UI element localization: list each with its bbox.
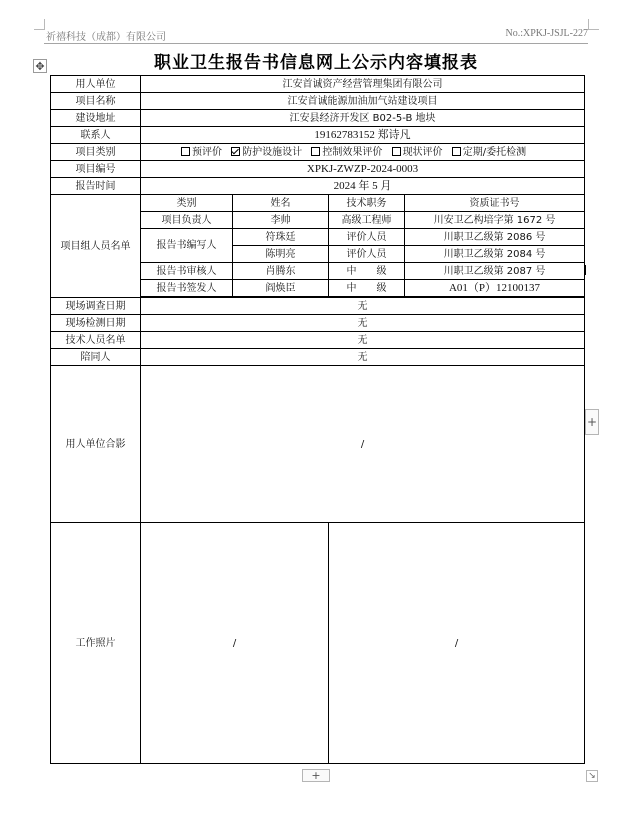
- tech-staff-value[interactable]: 无: [141, 332, 585, 349]
- corner-mark-top-right: [588, 19, 599, 30]
- table-row: [51, 178, 585, 195]
- contact-label: 联系人: [51, 127, 141, 144]
- team-header-cert: 资质证书号: [405, 195, 585, 212]
- add-column-button[interactable]: +: [585, 409, 599, 435]
- employer-label: 用人单位: [51, 76, 141, 93]
- table-row: [51, 195, 585, 212]
- group-photo-label: 用人单位合影: [51, 366, 141, 523]
- report-time-label: 报告时间: [51, 178, 141, 195]
- group-photo-value[interactable]: /: [141, 366, 585, 523]
- leader-role: 项目负责人: [141, 212, 233, 229]
- detect-date-value[interactable]: 无: [141, 315, 585, 332]
- table-row: [51, 523, 585, 764]
- text-cursor: [584, 265, 586, 275]
- report-time-value[interactable]: 2024 年 5 月: [141, 178, 585, 195]
- table-row: [51, 161, 585, 178]
- checkbox-checked-icon[interactable]: [231, 147, 240, 156]
- team-header-category: 类别: [141, 195, 233, 212]
- address-value[interactable]: 江安县经济开发区 B02-5-B 地块: [141, 110, 585, 127]
- header-doc-number: No.:XPKJ-JSJL-227: [505, 28, 588, 39]
- table-row: [51, 93, 585, 110]
- work-photo-label: 工作照片: [51, 523, 141, 764]
- survey-date-value[interactable]: 无: [141, 298, 585, 315]
- escort-label: 陪同人: [51, 349, 141, 366]
- table-move-handle-icon[interactable]: ✥: [33, 59, 47, 73]
- table-row: [51, 110, 585, 127]
- category-option-pre-assessment[interactable]: [175, 147, 222, 158]
- table-row: [51, 349, 585, 366]
- category-option-periodic-detection[interactable]: [446, 147, 526, 158]
- tech-staff-label: 技术人员名单: [51, 332, 141, 349]
- category-option-label: 防护设施设计: [242, 146, 303, 158]
- category-label: 项目类别: [51, 144, 141, 161]
- category-option-label: 定期/委托检测: [462, 146, 527, 158]
- issuer-title[interactable]: 中 级: [329, 280, 405, 297]
- reviewer-role: 报告书审核人: [141, 263, 233, 280]
- team-header-title: 技术职务: [329, 195, 405, 212]
- escort-value[interactable]: 无: [141, 349, 585, 366]
- disclosure-form-table: [50, 75, 585, 764]
- writer-cert[interactable]: 川职卫乙级第 2084 号: [405, 246, 585, 263]
- reviewer-name[interactable]: 肖腾东: [233, 263, 329, 280]
- category-option-label: 现状评价: [402, 146, 443, 158]
- work-photo-left[interactable]: /: [141, 523, 329, 764]
- survey-date-label: 现场调查日期: [51, 298, 141, 315]
- project-no-label: 项目编号: [51, 161, 141, 178]
- project-name-value[interactable]: 江安首诚能源加油加气站建设项目: [141, 93, 585, 110]
- work-photo-right[interactable]: /: [329, 523, 585, 764]
- table-row: [51, 76, 585, 93]
- writer-cert[interactable]: 川职卫乙级第 2086 号: [405, 229, 585, 246]
- category-option-status-assessment[interactable]: [386, 147, 443, 158]
- team-label: 项目组人员名单: [51, 195, 141, 298]
- checkbox-icon[interactable]: [452, 147, 461, 156]
- table-resize-handle-icon[interactable]: ↘: [586, 770, 598, 782]
- detect-date-label: 现场检测日期: [51, 315, 141, 332]
- issuer-cert[interactable]: A01（P）12100137: [405, 280, 585, 297]
- leader-cert[interactable]: 川安卫乙构培字第 1672 号: [405, 212, 585, 229]
- contact-value[interactable]: 19162783152 郑诗凡: [141, 127, 585, 144]
- project-name-label: 项目名称: [51, 93, 141, 110]
- table-row: [51, 298, 585, 315]
- table-row: [51, 366, 585, 523]
- checkbox-icon[interactable]: [181, 147, 190, 156]
- checkbox-icon[interactable]: [392, 147, 401, 156]
- writer-title[interactable]: 评价人员: [329, 246, 405, 263]
- header-divider: [44, 43, 588, 44]
- table-row: [51, 127, 585, 144]
- table-row: [51, 315, 585, 332]
- category-option-label: 控制效果评价: [322, 146, 383, 158]
- leader-name[interactable]: 李帅: [233, 212, 329, 229]
- page-title: 职业卫生报告书信息网上公示内容填报表: [154, 53, 478, 73]
- reviewer-cert[interactable]: 川职卫乙级第 2087 号: [405, 263, 585, 280]
- leader-title[interactable]: 高级工程师: [329, 212, 405, 229]
- issuer-name[interactable]: 阎焕臣: [233, 280, 329, 297]
- reviewer-title[interactable]: 中 级: [329, 263, 405, 280]
- checkbox-icon[interactable]: [311, 147, 320, 156]
- table-row: [51, 144, 585, 161]
- writer-name[interactable]: 陈明亮: [233, 246, 329, 263]
- category-option-protection-design[interactable]: [225, 147, 302, 158]
- category-options: [141, 144, 585, 161]
- add-row-button[interactable]: +: [302, 769, 330, 782]
- address-label: 建设地址: [51, 110, 141, 127]
- project-no-value[interactable]: XPKJ-ZWZP-2024-0003: [141, 161, 585, 178]
- category-option-label: 预评价: [192, 146, 222, 158]
- employer-value[interactable]: 江安首诚资产经营管理集团有限公司: [141, 76, 585, 93]
- writer-name[interactable]: 符珠廷: [233, 229, 329, 246]
- issuer-role: 报告书签发人: [141, 280, 233, 297]
- header-company: 祈禧科技（成都）有限公司: [46, 32, 166, 43]
- table-row: [51, 332, 585, 349]
- category-option-control-effect[interactable]: [305, 147, 382, 158]
- writer-role: 报告书编写人: [141, 229, 233, 263]
- writer-title[interactable]: 评价人员: [329, 229, 405, 246]
- corner-mark-top-left: [34, 19, 45, 30]
- team-header-name: 姓名: [233, 195, 329, 212]
